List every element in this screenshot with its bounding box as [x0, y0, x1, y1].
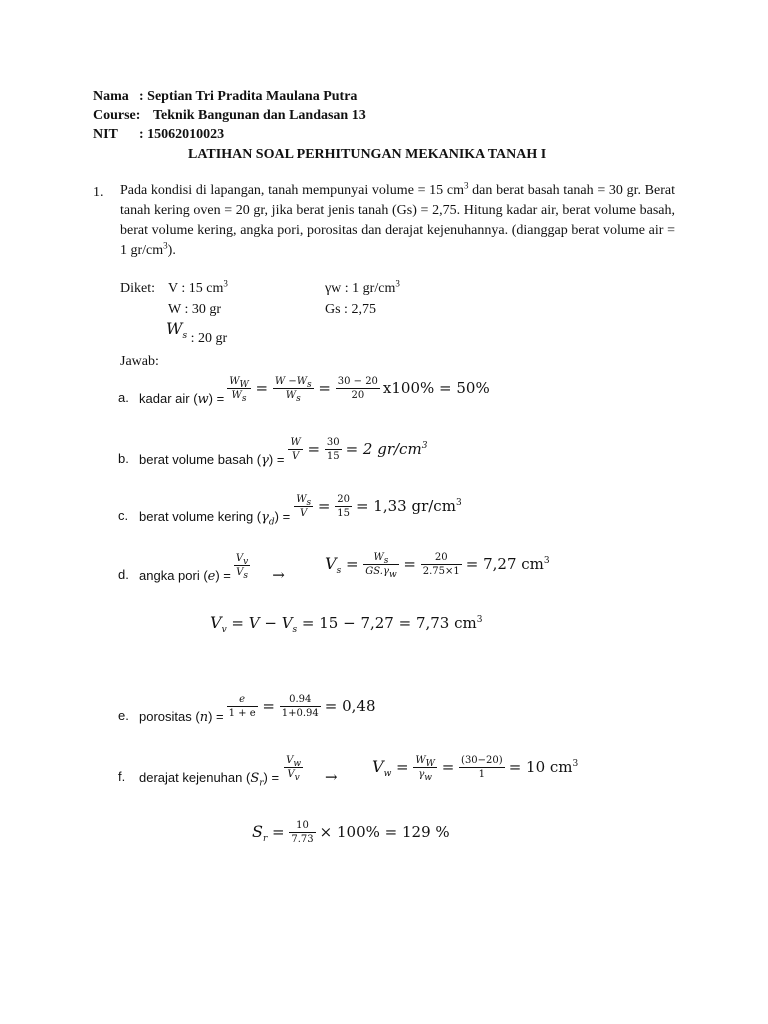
given-gamma-water: γw : 1 $gr/cm^3$ — [325, 278, 400, 296]
item-d-label: angka pori (e) = — [139, 568, 231, 584]
given-specific-gravity: Gs : 2,75 — [325, 302, 376, 317]
item-d-frac-3: $\frac{20}{2.75\times 1}$ — [422, 551, 460, 577]
item-a-result: x100% = 50% — [382, 378, 490, 397]
answer-label: Jawab: — [120, 354, 159, 369]
item-e-row: porositas (n) = $\frac{e}{1 + e}$ = $\frac{0.94}{1+0.94}$ = 0,48 — [139, 693, 376, 725]
item-d-result: = 7,27 $cm^3$ — [465, 554, 550, 573]
item-e-marker: e. — [118, 708, 129, 723]
question-number: 1. — [93, 185, 104, 200]
item-d-marker: d. — [118, 567, 129, 582]
item-a-marker: a. — [118, 390, 129, 405]
item-f-sr-frac: $\frac{10}{7.73}$ — [291, 819, 314, 845]
item-e-frac-2: $\frac{0.94}{1+0.94}$ — [281, 693, 319, 719]
given-label: Diket: — [120, 281, 155, 296]
page-title: LATIHAN SOAL PERHITUNGAN MEKANIKA TANAH I — [188, 147, 547, 162]
course-label: Course: — [93, 108, 141, 123]
item-b-frac-1: $\frac{W}{V}$ — [290, 436, 301, 462]
given-weight: W : 30 gr — [168, 302, 222, 317]
item-b-frac-2: $\frac{30}{15}$ — [326, 436, 340, 462]
item-d-vv-line: $V_v = V - V_s = 15 - 7,27 = 7,73$ $cm^3$ — [210, 613, 483, 635]
nit-label: NIT — [93, 127, 118, 142]
item-f-marker: f. — [118, 769, 126, 784]
item-d-row — [139, 548, 285, 582]
name-value: : Septian Tri Pradita Maulana Putra — [139, 89, 358, 104]
item-b-label: berat volume basah (γ) = — [139, 452, 285, 468]
item-f-vw-row: $V_w$ = $\frac{W_W}{\gamma_w}$ = $\frac{(30-20)}{1}$ = 10 $cm^3$ — [372, 754, 579, 783]
item-b-marker: b. — [118, 451, 129, 466]
item-c-marker: c. — [118, 508, 129, 523]
item-d-frac-2: $\frac{W_s}{GS.\gamma_w}$ — [365, 551, 397, 580]
item-f-frac-2: $\frac{W_W}{\gamma_w}$ — [415, 754, 435, 783]
item-c-frac-1: $\frac{W_s}{V}$ — [296, 493, 312, 519]
item-e-label: porositas (n) = — [139, 709, 224, 725]
item-f-sr-line: $S_r$ = $\frac{10}{7.73}$ × 100% = 129 % — [252, 819, 450, 845]
given-dry-weight: $W_s$ : 20 gr — [166, 319, 228, 346]
given-volume: V : 15 $cm^3$ — [168, 278, 228, 296]
item-d-vs-row: $V_s$ = $\frac{W_s}{GS.\gamma_w}$ = $\frac{20}{2.75\times 1}$ = 7,27 $cm^3$ — [325, 551, 550, 580]
item-f-result: = 10 $cm^3$ — [508, 757, 579, 776]
item-c-frac-2: $\frac{20}{15}$ — [337, 493, 350, 519]
item-f-sr-result: × 100% = 129 % — [319, 822, 450, 841]
item-c-result: = 1,33 $gr/cm^3$ — [355, 496, 462, 515]
item-f-frac-1: $\frac{V_w}{V_v}$ — [286, 754, 302, 783]
item-d-frac-1: $\frac{V_v}{V_s}$ — [235, 552, 249, 581]
item-c-label: berat volume kering $(\gamma_d)$ = — [139, 509, 291, 528]
course-value: Teknik Bangunan dan Landasan 13 — [153, 108, 366, 123]
arrow-icon: → — [325, 767, 338, 786]
item-b-row: berat volume basah (γ) = $\frac{W}{V}$ = $\frac{30}{15}$ = 2 $gr/cm^3$ — [139, 436, 428, 468]
nit-value: : 15062010023 — [139, 127, 225, 142]
item-a-label: kadar air (w) = — [139, 391, 225, 407]
item-b-result: = 2 $gr/cm^3$ — [345, 439, 428, 458]
item-f-label: derajat kejenuhan $(S_r)$ = — [139, 770, 280, 789]
item-a-row: kadar air (w) = $\frac{W_W}{W_s}$ = $\frac{W -W_s}{W_s}$ = $\frac{30 - 20}{20}$ x100% = 50% — [139, 375, 490, 407]
item-f-row — [139, 750, 338, 789]
item-e-result: = 0,48 — [324, 696, 376, 715]
item-e-frac-1: $\frac{e}{1 + e}$ — [228, 693, 256, 719]
item-a-frac-1: $\frac{W_W}{W_s}$ — [229, 375, 249, 404]
item-a-frac-3: $\frac{30 - 20}{20}$ — [337, 375, 378, 401]
item-f-frac-3: $\frac{(30-20)}{1}$ — [461, 754, 503, 780]
arrow-icon: → — [272, 565, 285, 584]
item-a-frac-2: $\frac{W -W_s}{W_s}$ — [274, 375, 312, 404]
question-text: Pada kondisi di lapangan, tanah mempunyai volume = 15 $cm^3$ dan berat basah tanah = 30 gr. Berat tanah kering oven = 20 gr, jika berat jenis tanah (Gs) = 2,75. Hitung kadar air, berat volume basah, berat volume kering, angka pori, porositas dan derajat kejenuhannya. (dianggap berat volume air = 1 $gr/cm^3$). — [120, 180, 675, 258]
name-label: Nama — [93, 89, 129, 104]
item-c-row: berat volume kering $(\gamma_d)$ = $\frac{W_s}{V}$ = $\frac{20}{15}$ = 1,33 $gr/cm^3$ — [139, 493, 462, 528]
